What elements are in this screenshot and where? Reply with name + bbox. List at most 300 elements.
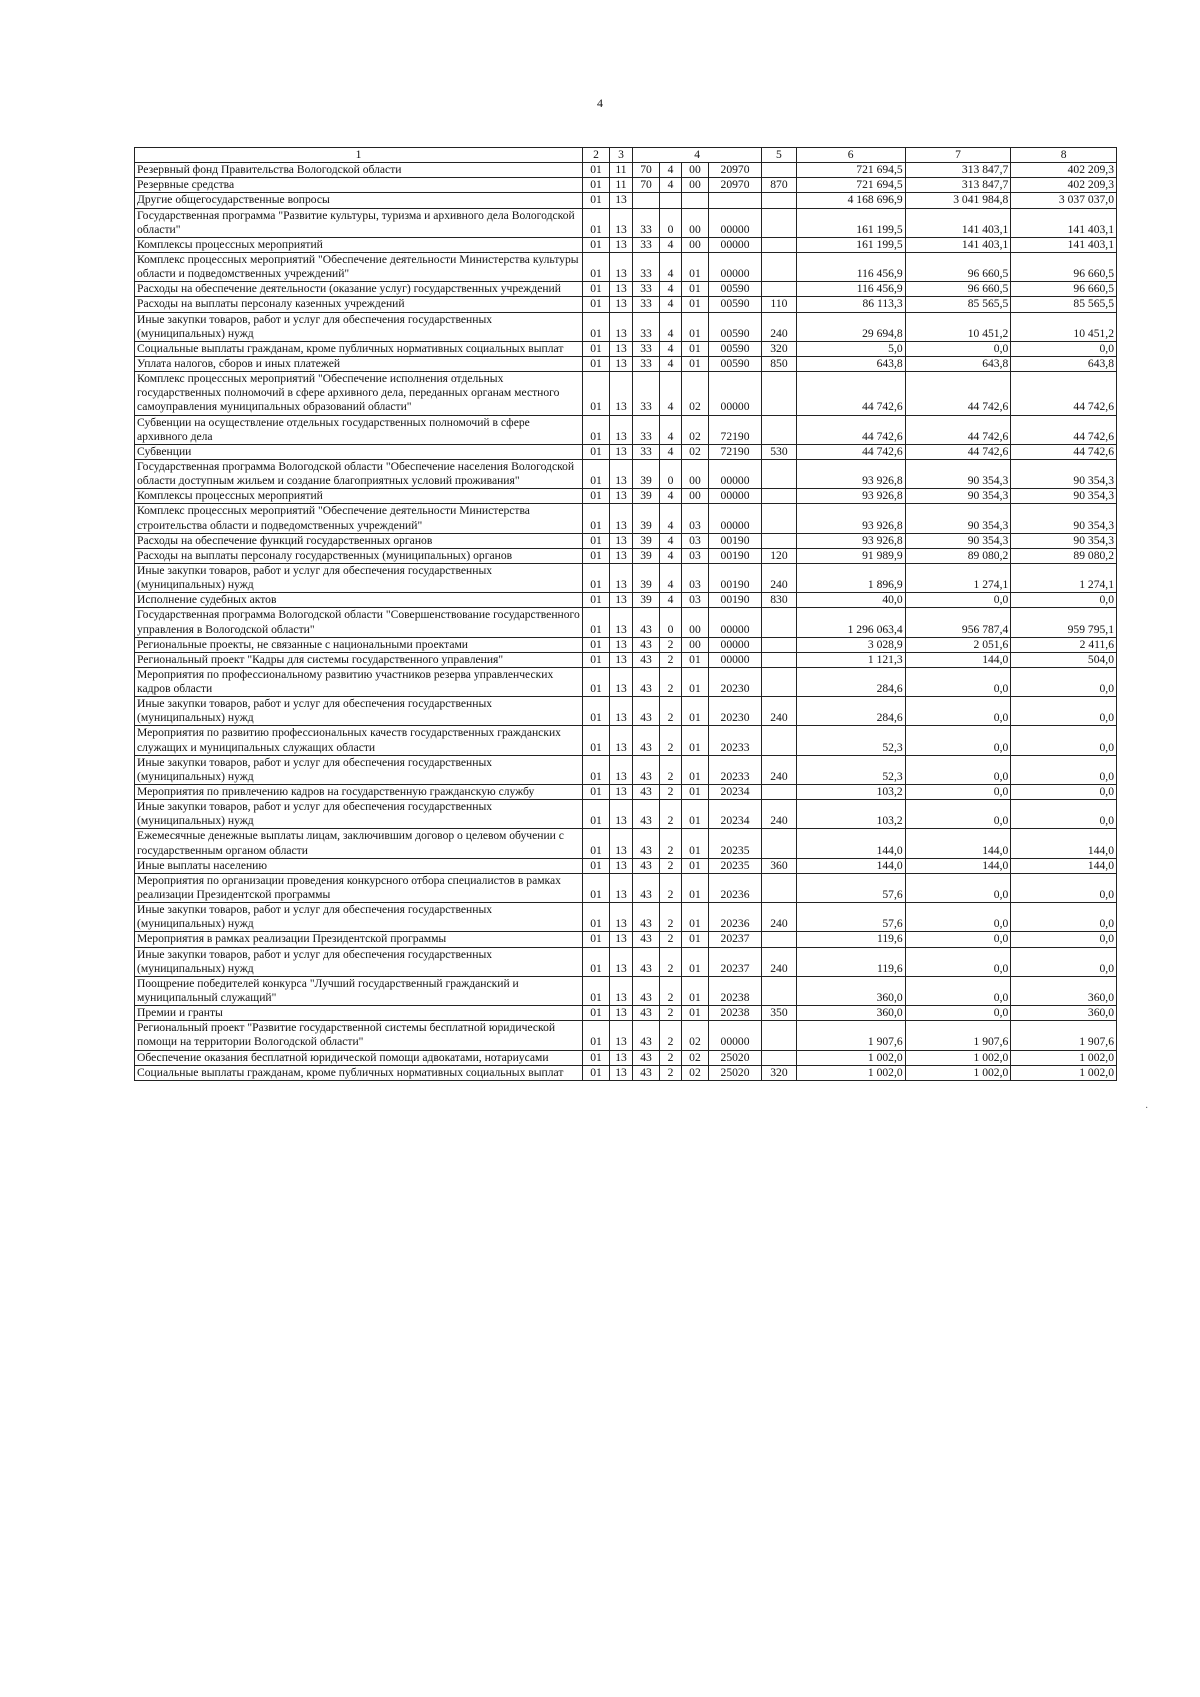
- row-subsection: 13: [609, 252, 632, 281]
- row-amount-1: 3 028,9: [796, 637, 905, 652]
- row-program: 43: [633, 697, 660, 726]
- table-row: [135, 829, 1117, 858]
- row-amount-1: 1 002,0: [796, 1065, 905, 1080]
- row-name: Резервный фонд Правительства Вологодской области: [135, 163, 583, 178]
- row-expense-type: 240: [762, 563, 796, 592]
- row-expense-type: [762, 252, 796, 281]
- row-direction: 4: [659, 237, 681, 252]
- row-amount-2: 90 354,3: [905, 489, 1011, 504]
- row-expense-type: 110: [762, 297, 796, 312]
- row-amount-3: 44 742,6: [1011, 372, 1117, 415]
- row-amount-3: 0,0: [1011, 932, 1117, 947]
- row-amount-2: 85 565,5: [905, 297, 1011, 312]
- row-amount-1: 40,0: [796, 593, 905, 608]
- row-article: 00000: [708, 459, 761, 488]
- row-amount-2: 643,8: [905, 356, 1011, 371]
- table-row: [135, 372, 1117, 415]
- row-article: 00000: [708, 372, 761, 415]
- scan-mark: ·: [1145, 1103, 1149, 1114]
- row-name: Комплекс процессных мероприятий "Обеспечение деятельности Министерства строительства области и подведомственных учреждений": [135, 504, 583, 533]
- row-subsection: 13: [609, 755, 632, 784]
- row-program: 43: [633, 800, 660, 829]
- row-amount-2: 0,0: [905, 1006, 1011, 1021]
- row-amount-2: 89 080,2: [905, 548, 1011, 563]
- row-subprogram: 00: [682, 608, 709, 637]
- row-amount-2: 3 041 984,8: [905, 193, 1011, 208]
- row-amount-1: 103,2: [796, 785, 905, 800]
- row-amount-2: 90 354,3: [905, 504, 1011, 533]
- row-amount-2: 44 742,6: [905, 372, 1011, 415]
- table-row: [135, 504, 1117, 533]
- row-amount-3: 504,0: [1011, 652, 1117, 667]
- row-subsection: 13: [609, 932, 632, 947]
- row-section: 01: [583, 178, 610, 193]
- row-amount-3: 2 411,6: [1011, 637, 1117, 652]
- row-subsection: 13: [609, 697, 632, 726]
- row-amount-3: 1 907,6: [1011, 1021, 1117, 1050]
- header-cell-amount-2: 7: [905, 148, 1011, 163]
- row-expense-type: 240: [762, 800, 796, 829]
- row-subsection: 13: [609, 800, 632, 829]
- row-subsection: 13: [609, 372, 632, 415]
- row-article: 00000: [708, 237, 761, 252]
- row-expense-type: [762, 1050, 796, 1065]
- row-expense-type: [762, 372, 796, 415]
- row-amount-3: 360,0: [1011, 976, 1117, 1005]
- row-section: 01: [583, 903, 610, 932]
- row-subprogram: 00: [682, 637, 709, 652]
- row-amount-1: 144,0: [796, 829, 905, 858]
- row-program: 33: [633, 356, 660, 371]
- row-section: 01: [583, 548, 610, 563]
- row-name: Расходы на выплаты персоналу казенных учреждений: [135, 297, 583, 312]
- row-article: 20236: [708, 903, 761, 932]
- row-amount-3: 0,0: [1011, 800, 1117, 829]
- row-expense-type: [762, 608, 796, 637]
- row-direction: 4: [659, 356, 681, 371]
- row-subsection: 13: [609, 208, 632, 237]
- row-amount-3: 44 742,6: [1011, 415, 1117, 444]
- row-name: Государственная программа Вологодской области "Обеспечение населения Вологодской области доступным жильем и создание благоприятных условий проживания": [135, 459, 583, 488]
- header-row: [135, 148, 1117, 163]
- row-amount-3: 96 660,5: [1011, 252, 1117, 281]
- row-name: Расходы на обеспечение функций государственных органов: [135, 533, 583, 548]
- row-amount-3: 90 354,3: [1011, 459, 1117, 488]
- row-article: 20970: [708, 163, 761, 178]
- row-program: 39: [633, 489, 660, 504]
- row-amount-2: 2 051,6: [905, 637, 1011, 652]
- row-subprogram: 00: [682, 459, 709, 488]
- row-amount-1: 161 199,5: [796, 208, 905, 237]
- row-direction: 4: [659, 548, 681, 563]
- row-program: 43: [633, 1065, 660, 1080]
- row-subprogram: 01: [682, 947, 709, 976]
- row-name: Социальные выплаты гражданам, кроме публичных нормативных социальных выплат: [135, 1065, 583, 1080]
- row-article: 72190: [708, 444, 761, 459]
- row-name: Расходы на обеспечение деятельности (оказание услуг) государственных учреждений: [135, 282, 583, 297]
- row-amount-1: 86 113,3: [796, 297, 905, 312]
- row-amount-1: 44 742,6: [796, 415, 905, 444]
- row-section: 01: [583, 489, 610, 504]
- row-subprogram: 01: [682, 755, 709, 784]
- row-article: 20970: [708, 178, 761, 193]
- row-direction: 4: [659, 312, 681, 341]
- row-section: 01: [583, 533, 610, 548]
- row-expense-type: [762, 237, 796, 252]
- row-article: 00590: [708, 341, 761, 356]
- row-amount-3: 85 565,5: [1011, 297, 1117, 312]
- row-subprogram: 03: [682, 548, 709, 563]
- row-expense-type: 360: [762, 858, 796, 873]
- row-name: Мероприятия по привлечению кадров на государственную гражданскую службу: [135, 785, 583, 800]
- table-row: [135, 356, 1117, 371]
- row-section: 01: [583, 667, 610, 696]
- row-name: Премии и гранты: [135, 1006, 583, 1021]
- row-amount-1: 721 694,5: [796, 163, 905, 178]
- row-subprogram: 00: [682, 178, 709, 193]
- row-amount-2: 96 660,5: [905, 282, 1011, 297]
- row-section: 01: [583, 829, 610, 858]
- row-subprogram: 01: [682, 829, 709, 858]
- table-row: [135, 1065, 1117, 1080]
- table-row: [135, 976, 1117, 1005]
- row-amount-2: 0,0: [905, 697, 1011, 726]
- row-subsection: 13: [609, 548, 632, 563]
- row-amount-1: 52,3: [796, 726, 905, 755]
- table-row: [135, 163, 1117, 178]
- row-subsection: 13: [609, 947, 632, 976]
- row-amount-2: 313 847,7: [905, 178, 1011, 193]
- row-expense-type: 850: [762, 356, 796, 371]
- row-program: [633, 193, 660, 208]
- row-amount-1: 44 742,6: [796, 444, 905, 459]
- row-name: Уплата налогов, сборов и иных платежей: [135, 356, 583, 371]
- row-amount-1: 93 926,8: [796, 533, 905, 548]
- row-subsection: 13: [609, 829, 632, 858]
- row-direction: 4: [659, 593, 681, 608]
- table-row: [135, 903, 1117, 932]
- row-amount-2: 0,0: [905, 667, 1011, 696]
- row-name: Расходы на выплаты персоналу государственных (муниципальных) органов: [135, 548, 583, 563]
- row-subsection: 13: [609, 858, 632, 873]
- row-section: 01: [583, 785, 610, 800]
- row-program: 43: [633, 652, 660, 667]
- row-direction: 2: [659, 652, 681, 667]
- row-subprogram: 02: [682, 415, 709, 444]
- row-amount-2: 1 002,0: [905, 1050, 1011, 1065]
- row-name: Государственная программа "Развитие культуры, туризма и архивного дела Вологодской области": [135, 208, 583, 237]
- table-row: [135, 667, 1117, 696]
- row-direction: 2: [659, 667, 681, 696]
- table-row: [135, 459, 1117, 488]
- budget-table: [134, 147, 1117, 1081]
- row-amount-2: 144,0: [905, 858, 1011, 873]
- table-body: [135, 163, 1117, 1081]
- row-subprogram: 01: [682, 873, 709, 902]
- row-article: 20233: [708, 755, 761, 784]
- row-expense-type: 240: [762, 947, 796, 976]
- row-amount-3: 0,0: [1011, 873, 1117, 902]
- row-program: 33: [633, 372, 660, 415]
- row-name: Обеспечение оказания бесплатной юридической помощи адвокатами, нотариусами: [135, 1050, 583, 1065]
- row-amount-1: 52,3: [796, 755, 905, 784]
- row-section: 01: [583, 444, 610, 459]
- row-expense-type: 350: [762, 1006, 796, 1021]
- row-direction: 2: [659, 637, 681, 652]
- row-section: 01: [583, 341, 610, 356]
- row-subsection: 13: [609, 533, 632, 548]
- row-section: 01: [583, 563, 610, 592]
- row-amount-3: 141 403,1: [1011, 237, 1117, 252]
- row-article: 00190: [708, 563, 761, 592]
- row-subprogram: 01: [682, 785, 709, 800]
- row-amount-1: 93 926,8: [796, 489, 905, 504]
- row-article: 20237: [708, 932, 761, 947]
- row-amount-3: 144,0: [1011, 829, 1117, 858]
- table-row: [135, 415, 1117, 444]
- row-name: Комплексы процессных мероприятий: [135, 489, 583, 504]
- row-subsection: 13: [609, 1006, 632, 1021]
- row-subsection: 13: [609, 593, 632, 608]
- row-section: 01: [583, 726, 610, 755]
- row-program: 39: [633, 563, 660, 592]
- row-section: 01: [583, 800, 610, 829]
- row-amount-1: 1 896,9: [796, 563, 905, 592]
- table-row: [135, 1050, 1117, 1065]
- row-program: 39: [633, 504, 660, 533]
- row-name: Иные выплаты населению: [135, 858, 583, 873]
- row-expense-type: 240: [762, 697, 796, 726]
- row-expense-type: [762, 193, 796, 208]
- row-section: 01: [583, 237, 610, 252]
- row-section: 01: [583, 372, 610, 415]
- row-expense-type: [762, 932, 796, 947]
- row-amount-3: 360,0: [1011, 1006, 1117, 1021]
- table-row: [135, 1021, 1117, 1050]
- row-program: 33: [633, 297, 660, 312]
- row-subprogram: 01: [682, 1006, 709, 1021]
- row-program: 43: [633, 755, 660, 784]
- header-cell-target-article: 4: [633, 148, 762, 163]
- row-expense-type: [762, 163, 796, 178]
- row-subsection: 13: [609, 297, 632, 312]
- row-amount-2: 1 274,1: [905, 563, 1011, 592]
- row-expense-type: 320: [762, 341, 796, 356]
- row-direction: [659, 193, 681, 208]
- row-program: 39: [633, 533, 660, 548]
- row-amount-1: 29 694,8: [796, 312, 905, 341]
- row-direction: 4: [659, 372, 681, 415]
- row-section: 01: [583, 459, 610, 488]
- row-amount-3: 0,0: [1011, 667, 1117, 696]
- row-section: 01: [583, 697, 610, 726]
- row-name: Иные закупки товаров, работ и услуг для обеспечения государственных (муниципальных) нужд: [135, 903, 583, 932]
- row-expense-type: [762, 504, 796, 533]
- row-article: 25020: [708, 1065, 761, 1080]
- row-subsection: 13: [609, 1050, 632, 1065]
- row-subprogram: 01: [682, 976, 709, 1005]
- row-program: 70: [633, 163, 660, 178]
- row-subsection: 13: [609, 193, 632, 208]
- table-row: [135, 755, 1117, 784]
- row-direction: 4: [659, 563, 681, 592]
- row-amount-1: 284,6: [796, 697, 905, 726]
- row-direction: 0: [659, 459, 681, 488]
- row-amount-1: 360,0: [796, 976, 905, 1005]
- row-program: 39: [633, 548, 660, 563]
- row-program: 43: [633, 829, 660, 858]
- row-expense-type: [762, 282, 796, 297]
- row-name: Ежемесячные денежные выплаты лицам, заключившим договор о целевом обучении с государственным органом области: [135, 829, 583, 858]
- row-subsection: 13: [609, 415, 632, 444]
- table-row: [135, 193, 1117, 208]
- table-row: [135, 444, 1117, 459]
- row-article: 72190: [708, 415, 761, 444]
- row-subprogram: 03: [682, 504, 709, 533]
- row-expense-type: [762, 533, 796, 548]
- row-section: 01: [583, 858, 610, 873]
- table-row: [135, 341, 1117, 356]
- table-row: [135, 873, 1117, 902]
- row-expense-type: [762, 1021, 796, 1050]
- row-amount-2: 313 847,7: [905, 163, 1011, 178]
- row-amount-2: 10 451,2: [905, 312, 1011, 341]
- row-direction: 0: [659, 208, 681, 237]
- row-direction: 2: [659, 947, 681, 976]
- row-name: Региональный проект "Кадры для системы государственного управления": [135, 652, 583, 667]
- row-program: 43: [633, 608, 660, 637]
- row-section: 01: [583, 593, 610, 608]
- table-row: [135, 652, 1117, 667]
- row-name: Другие общегосударственные вопросы: [135, 193, 583, 208]
- row-section: 01: [583, 193, 610, 208]
- row-direction: 4: [659, 178, 681, 193]
- row-expense-type: 530: [762, 444, 796, 459]
- row-expense-type: 240: [762, 903, 796, 932]
- row-amount-3: 0,0: [1011, 903, 1117, 932]
- row-article: 00000: [708, 208, 761, 237]
- row-amount-2: 141 403,1: [905, 237, 1011, 252]
- page-number: 4: [597, 96, 603, 110]
- table-row: [135, 858, 1117, 873]
- table-row: [135, 237, 1117, 252]
- row-amount-1: 119,6: [796, 932, 905, 947]
- row-direction: 2: [659, 800, 681, 829]
- row-amount-2: 96 660,5: [905, 252, 1011, 281]
- row-program: 43: [633, 785, 660, 800]
- row-subsection: 13: [609, 637, 632, 652]
- row-program: 43: [633, 932, 660, 947]
- row-amount-3: 0,0: [1011, 697, 1117, 726]
- row-amount-3: 44 742,6: [1011, 444, 1117, 459]
- row-direction: 2: [659, 858, 681, 873]
- row-article: 20230: [708, 667, 761, 696]
- row-direction: 4: [659, 163, 681, 178]
- row-direction: 4: [659, 252, 681, 281]
- row-section: 01: [583, 1050, 610, 1065]
- header-cell-amount-1: 6: [796, 148, 905, 163]
- row-amount-1: 44 742,6: [796, 372, 905, 415]
- row-amount-3: 402 209,3: [1011, 163, 1117, 178]
- row-article: 20234: [708, 800, 761, 829]
- header-cell-section: 2: [583, 148, 610, 163]
- row-direction: 4: [659, 297, 681, 312]
- row-name: Мероприятия по профессиональному развитию участников резерва управленческих кадров области: [135, 667, 583, 696]
- row-expense-type: 830: [762, 593, 796, 608]
- row-expense-type: 240: [762, 312, 796, 341]
- row-amount-1: 116 456,9: [796, 252, 905, 281]
- row-expense-type: [762, 489, 796, 504]
- row-expense-type: [762, 415, 796, 444]
- row-article: 00000: [708, 652, 761, 667]
- row-amount-1: 360,0: [796, 1006, 905, 1021]
- table-row: [135, 282, 1117, 297]
- row-amount-1: 643,8: [796, 356, 905, 371]
- row-direction: 4: [659, 504, 681, 533]
- row-subsection: 13: [609, 312, 632, 341]
- row-name: Региональные проекты, не связанные с национальными проектами: [135, 637, 583, 652]
- row-subsection: 13: [609, 489, 632, 504]
- row-program: 70: [633, 178, 660, 193]
- row-subsection: 13: [609, 1021, 632, 1050]
- row-amount-1: 119,6: [796, 947, 905, 976]
- row-program: 43: [633, 947, 660, 976]
- row-subprogram: 02: [682, 1050, 709, 1065]
- row-article: 00590: [708, 356, 761, 371]
- header-cell-amount-3: 8: [1011, 148, 1117, 163]
- row-subprogram: 01: [682, 858, 709, 873]
- row-article: 00000: [708, 504, 761, 533]
- row-subprogram: 00: [682, 237, 709, 252]
- row-article: 00590: [708, 297, 761, 312]
- row-amount-2: 144,0: [905, 652, 1011, 667]
- row-subsection: 11: [609, 163, 632, 178]
- row-amount-2: 1 907,6: [905, 1021, 1011, 1050]
- row-direction: 2: [659, 697, 681, 726]
- row-subsection: 13: [609, 976, 632, 1005]
- row-amount-3: 0,0: [1011, 755, 1117, 784]
- row-direction: 2: [659, 785, 681, 800]
- row-section: 01: [583, 1021, 610, 1050]
- table-row: [135, 593, 1117, 608]
- row-program: 33: [633, 237, 660, 252]
- row-section: 01: [583, 637, 610, 652]
- row-name: Иные закупки товаров, работ и услуг для обеспечения государственных (муниципальных) нужд: [135, 800, 583, 829]
- row-amount-2: 0,0: [905, 873, 1011, 902]
- table-row: [135, 252, 1117, 281]
- row-amount-1: 93 926,8: [796, 504, 905, 533]
- row-program: 43: [633, 903, 660, 932]
- row-subprogram: 01: [682, 800, 709, 829]
- row-subsection: 13: [609, 608, 632, 637]
- row-amount-3: 144,0: [1011, 858, 1117, 873]
- row-name: Резервные средства: [135, 178, 583, 193]
- row-amount-2: 956 787,4: [905, 608, 1011, 637]
- row-name: Иные закупки товаров, работ и услуг для обеспечения государственных (муниципальных) нужд: [135, 755, 583, 784]
- table-row: [135, 726, 1117, 755]
- row-program: 43: [633, 1050, 660, 1065]
- row-amount-1: 93 926,8: [796, 459, 905, 488]
- row-direction: 4: [659, 444, 681, 459]
- row-expense-type: [762, 208, 796, 237]
- row-amount-3: 1 274,1: [1011, 563, 1117, 592]
- row-program: 43: [633, 976, 660, 1005]
- row-subsection: 11: [609, 178, 632, 193]
- row-subsection: 13: [609, 356, 632, 371]
- row-expense-type: [762, 785, 796, 800]
- row-direction: 2: [659, 726, 681, 755]
- table-row: [135, 1006, 1117, 1021]
